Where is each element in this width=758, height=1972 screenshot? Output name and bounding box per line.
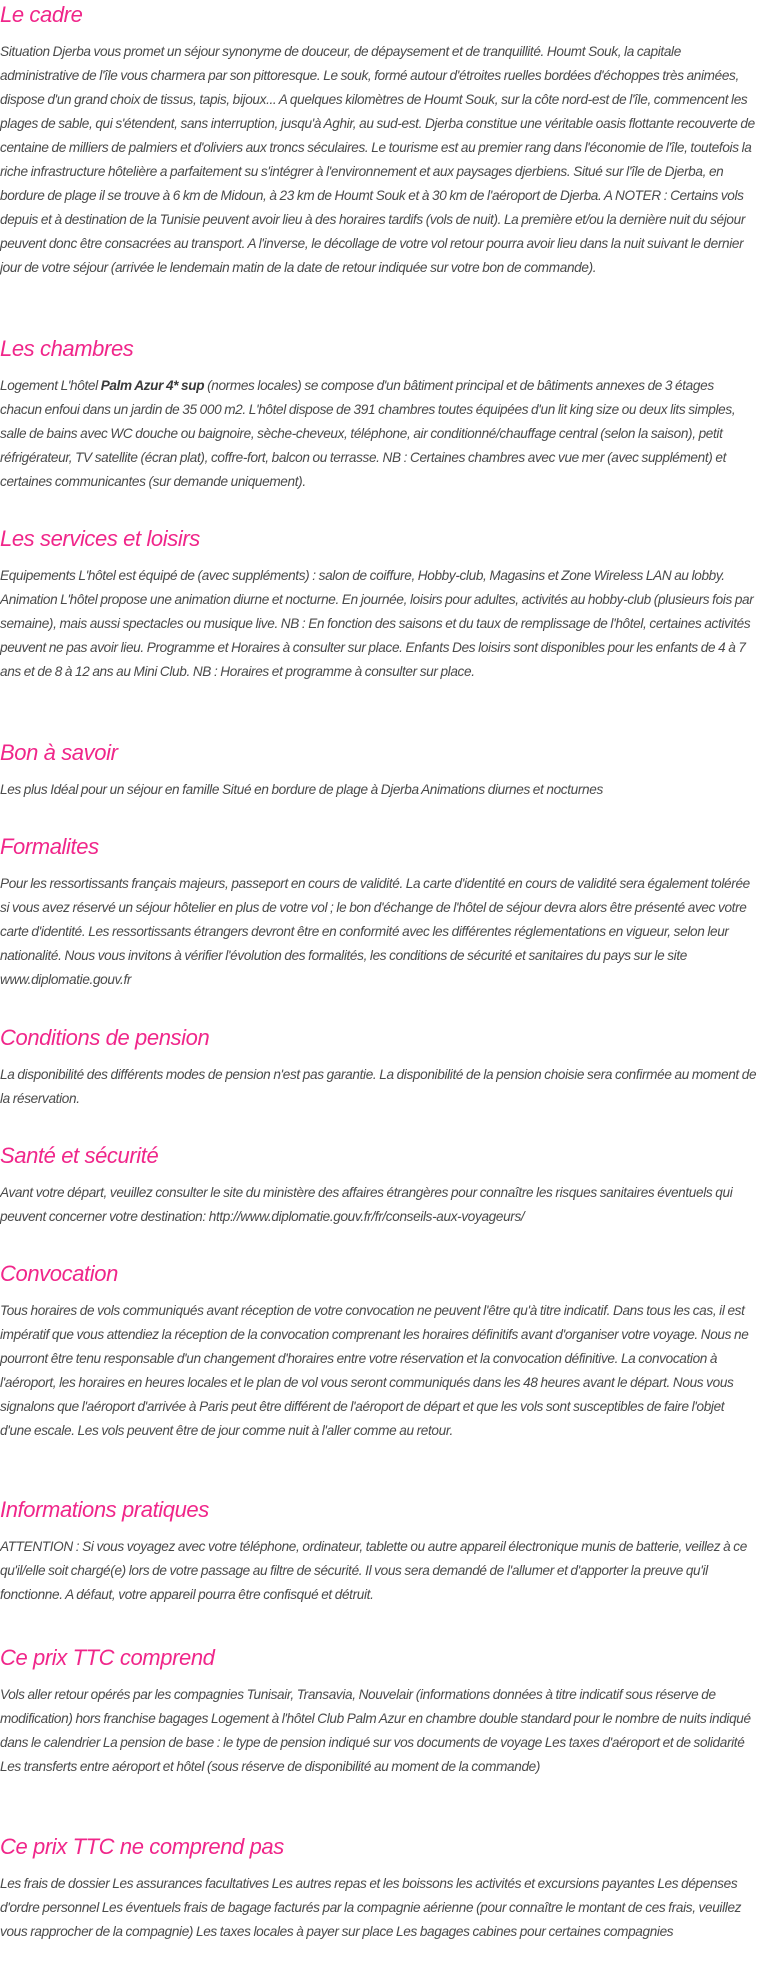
section-body: Avant votre départ, veuillez consulter le site du ministère des affaires étrangères pour connaître les risques sanitaires éventuels qui peuvent concerner votre destination: http://www.diplomatie.gouv.fr/fr/conseils-aux-voyageurs/: [0, 1185, 733, 1224]
section-formalites: [0, 832, 758, 992]
section-le-cadre: [0, 0, 758, 280]
section-title: Le cadre: [0, 2, 83, 27]
section-prix-comprend: [0, 1643, 758, 1779]
section-title: Informations pratiques: [0, 1497, 209, 1522]
section-bon-a-savoir: [0, 738, 758, 802]
section-title: Ce prix TTC comprend: [0, 1645, 215, 1670]
section-title: Conditions de pension: [0, 1025, 210, 1050]
hotel-name: Palm Azur 4* sup: [100, 378, 205, 393]
section-title: Formalites: [0, 834, 99, 859]
section-body: Pour les ressortissants français majeurs, passeport en cours de validité. La carte d'identité en cours de validité sera également tolérée si vous avez réservé un séjour hôtelier en plus de votre vol ; le bon d'échange de l'hôtel de séjour devra alors être présenté avec votre carte d'identité. Les ressortissants étrangers devront être en conformité avec les différentes réglementations en vigueur, selon leur nationalité. Nous vous invitons à vérifier l'évolution des formalités, les conditions de sécurité et sanitaires du pays sur le site www.diplomatie.gouv.fr: [0, 876, 750, 987]
section-body: Les plus Idéal pour un séjour en famille Situé en bordure de plage à Djerba Animations diurnes et nocturnes: [0, 782, 603, 797]
section-body: Logement L'hôtel Palm Azur 4* sup (normes locales) se compose d'un bâtiment principal et de bâtiments annexes de 3 étages chacun enfoui dans un jardin de 35 000 m2. L'hôtel dispose de 391 chambres toutes équipées d'un lit king size ou deux lits simples, salle de bains avec WC douche ou baignoire, sèche-cheveux, téléphone, air conditionné/chauffage central (selon la saison), petit réfrigérateur, TV satellite (écran plat), coffre-fort, balcon ou terrasse. NB : Certaines chambres avec vue mer (avec supplément) et certaines communicantes (sur demande uniquement).: [0, 378, 736, 489]
section-title: Les chambres: [0, 336, 134, 361]
section-body: Les frais de dossier Les assurances facultatives Les autres repas et les boissons les activités et excursions payantes Les dépenses d'ordre personnel Les éventuels frais de bagage facturés par la compagnie aérienne (pour connaître le montant de ces frais, veuillez vous rapprocher de la compagnie) Les taxes locales à payer sur place Les bagages cabines pour certaines compagnies: [0, 1876, 742, 1939]
section-les-chambres: [0, 334, 758, 494]
section-body: Situation Djerba vous promet un séjour synonyme de douceur, de dépaysement et de tranquillité. Houmt Souk, la capitale administrative de l'île vous charmera par son pittoresque. Le souk, formé autour d'étroites ruelles bordées d'échoppes très animées, dispose d'un grand choix de tissus, tapis, bijoux... A quelques kilomètres de Houmt Souk, sur la côte nord-est de l'île, commencent les plages de sable, qui s'étendent, sans interruption, jusqu'à Aghir, au sud-est. Djerba constitue une véritable oasis flottante recouverte de centaine de milliers de palmiers et d'oliviers aux troncs séculaires. Le tourisme est au premier rang dans l'économie de l'île, toutefois la riche infrastructure hôtelière a parfaitement su s'intégrer à l'environnement et aux paysages djerbiens. Situé sur l'île de Djerba, en bordure de plage il se trouve à 6 km de Midoun, à 23 km de Houmt Souk et à 30 km de l'aéroport de Djerba. A NOTER : Certains vols depuis et à destination de la Tunisie peuvent avoir lieu à des horaires tardifs (vols de nuit). La première et/ou la dernière nuit du séjour peuvent donc être consacrées au transport. A l'inverse, le décollage de votre vol retour pourra avoir lieu dans la nuit suivant le dernier jour de votre séjour (arrivée le lendemain matin de la date de retour indiquée sur votre bon de commande).: [0, 44, 755, 275]
section-title: Convocation: [0, 1261, 118, 1286]
section-body: ATTENTION : Si vous voyagez avec votre téléphone, ordinateur, tablette ou autre appareil électronique munis de batterie, veillez à ce qu'il/elle soit chargé(e) lors de votre passage au filtre de sécurité. Il vous sera demandé de l'allumer et d'apporter la preuve qu'il fonctionne. A défaut, votre appareil pourra être confisqué et détruit.: [0, 1539, 747, 1602]
section-body: Equipements L'hôtel est équipé de (avec suppléments) : salon de coiffure, Hobby-club, Magasins et Zone Wireless LAN au lobby. Animation L'hôtel propose une animation diurne et nocturne. En journée, loisirs pour adultes, activités au hobby-club (plusieurs fois par semaine), mais aussi spectacles ou musique live. NB : En fonction des saisons et du taux de remplissage de l'hôtel, certaines activités peuvent ne pas avoir lieu. Programme et Horaires à consulter sur place. Enfants Des loisirs sont disponibles pour les enfants de 4 à 7 ans et de 8 à 12 ans au Mini Club. NB : Horaires et programme à consulter sur place.: [0, 568, 754, 679]
section-sante-securite: [0, 1141, 758, 1229]
section-title: Bon à savoir: [0, 740, 118, 765]
section-prix-ne-comprend-pas: [0, 1832, 758, 1944]
section-convocation: [0, 1259, 758, 1443]
section-title: Ce prix TTC ne comprend pas: [0, 1834, 284, 1859]
section-title: Santé et sécurité: [0, 1143, 159, 1168]
section-conditions-pension: [0, 1023, 758, 1111]
section-services-loisirs: [0, 524, 758, 684]
section-body: La disponibilité des différents modes de pension n'est pas garantie. La disponibilité de la pension choisie sera confirmée au moment de la réservation.: [0, 1067, 757, 1106]
section-informations-pratiques: [0, 1495, 758, 1607]
section-title: Les services et loisirs: [0, 526, 200, 551]
section-body: Vols aller retour opérés par les compagnies Tunisair, Transavia, Nouvelair (informations données à titre indicatif sous réserve de modification) hors franchise bagages Logement à l'hôtel Club Palm Azur en chambre double standard pour le nombre de nuits indiqué dans le calendrier La pension de base : le type de pension indiqué sur vos documents de voyage Les taxes d'aéroport et de solidarité Les transferts entre aéroport et hôtel (sous réserve de disponibilité au moment de la commande): [0, 1687, 751, 1774]
section-body: Tous horaires de vols communiqués avant réception de votre convocation ne peuvent l'être qu'à titre indicatif. Dans tous les cas, il est impératif que vous attendiez la réception de la convocation comprenant les horaires définitifs avant d'organiser votre voyage. Nous ne pourront être tenu responsable d'un changement d'horaires entre votre réservation et la convocation définitive. La convocation à l'aéroport, les horaires en heures locales et le plan de vol vous seront communiqués dans les 48 heures avant le départ. Nous vous signalons que l'aéroport d'arrivée à Paris peut être différent de l'aéroport de départ et que les vols sont susceptibles de faire l'objet d'une escale. Les vols peuvent être de jour comme nuit à l'aller comme au retour.: [0, 1303, 749, 1438]
